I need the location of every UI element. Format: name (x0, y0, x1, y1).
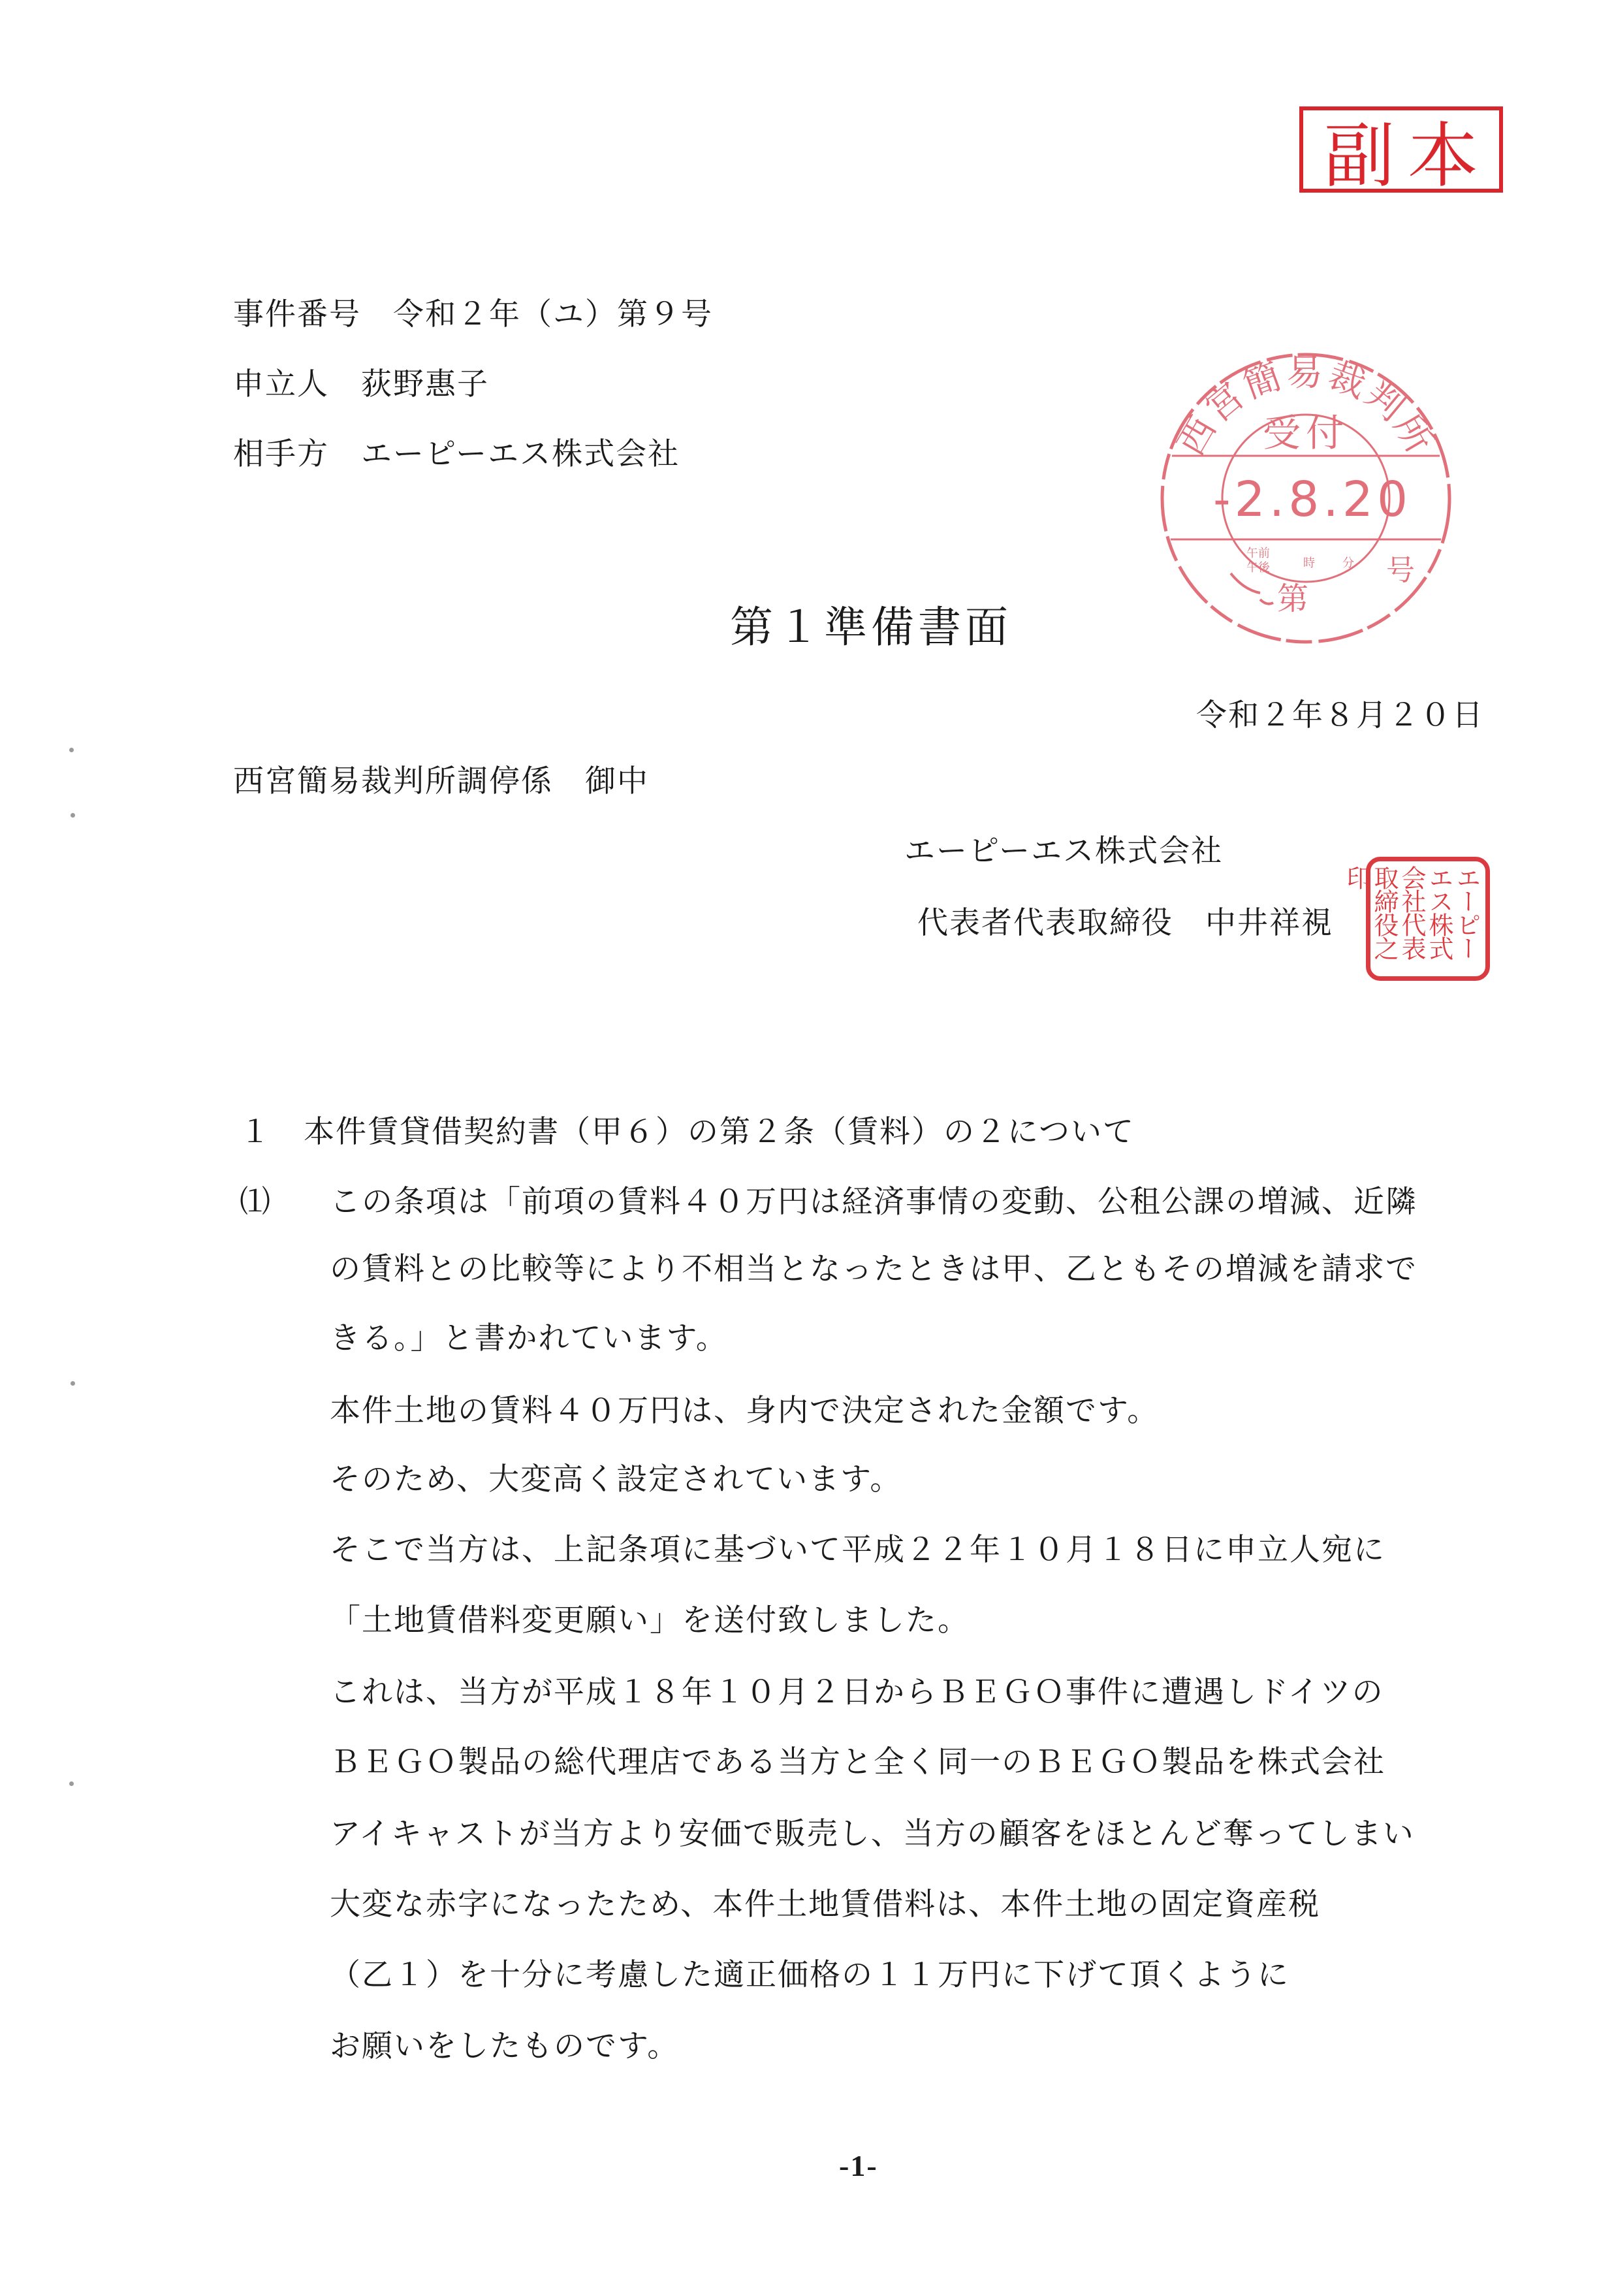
body-line: 大変な赤字になったため、本件土地賃借料は、本件土地の固定資産税 (330, 1887, 1321, 1922)
scan-speck (71, 813, 75, 818)
scan-speck (69, 748, 74, 752)
page-number: -1- (839, 2149, 878, 2182)
document-date: 令和２年８月２０日 (1196, 697, 1484, 733)
receipt-stamp-court: 西宮簡易裁判所 (1169, 352, 1442, 463)
copy-stamp-label: 副本 (1323, 115, 1491, 197)
body-line: の賃料との比較等により不相当となったときは甲、乙ともその増減を請求で (330, 1251, 1417, 1287)
body-line: （乙１）を十分に考慮した適正価格の１１万円に下げて頂くように (330, 1957, 1290, 1993)
receipt-stamp-hour: 時 (1303, 556, 1315, 570)
receipt-stamp-dai: 第 (1276, 581, 1309, 617)
body-line: 本件土地の賃料４０万円は、身内で決定された金額です。 (330, 1393, 1160, 1429)
company-seal: エーピーエス株式会社代表取締役之印 (1366, 857, 1490, 981)
receipt-stamp-go: 号 (1386, 554, 1415, 587)
body-line: そこで当方は、上記条項に基づいて平成２２年１０月１８日に申立人宛に (330, 1532, 1385, 1568)
body-line: きる。」と書かれています。 (330, 1320, 728, 1356)
case-number: 事件番号 令和２年（ユ）第９号 (233, 296, 713, 332)
receipt-stamp-date: -2.8.20 (1212, 471, 1412, 528)
receipt-stamp-minute: 分 (1342, 556, 1354, 570)
body-line: これは、当方が平成１８年１０月２日からＢＥＧＯ事件に遭遇しドイツの (330, 1674, 1384, 1710)
body-line: そのため、大変高く設定されています。 (330, 1461, 902, 1497)
body-line: ＢＥＧＯ製品の総代理店である当方と全く同一のＢＥＧＯ製品を株式会社 (330, 1744, 1385, 1780)
body-line: この条項は「前項の賃料４０万円は経済事情の変動、公租公課の増減、近隣 (330, 1184, 1417, 1220)
receipt-stamp-am: 午前 (1246, 547, 1270, 560)
scan-speck (69, 1781, 74, 1786)
receipt-stamp (1152, 345, 1459, 652)
section-heading: １ 本件賃貸借契約書（甲６）の第２条（賃料）の２について (240, 1114, 1135, 1150)
body-line: お願いをしたものです。 (330, 2028, 680, 2064)
scan-speck (71, 1381, 75, 1386)
petitioner: 申立人 荻野惠子 (233, 366, 489, 402)
respondent: 相手方 エーピーエス株式会社 (233, 436, 680, 472)
body-line: 「土地賃借料変更願い」を送付致しました。 (330, 1602, 970, 1638)
item-marker: ⑴ (240, 1184, 272, 1220)
document-title: 第１準備書面 (730, 602, 1012, 652)
receipt-stamp-label: 受付 (1262, 411, 1350, 455)
sender-representative: 代表者代表取締役 中井祥視 (917, 905, 1333, 941)
sender-company: エーピーエス株式会社 (904, 833, 1224, 869)
copy-stamp (1299, 106, 1503, 197)
body-line: アイキャストが当方より安価で販売し、当方の顧客をほとんど奪ってしまい (330, 1816, 1415, 1852)
addressee: 西宮簡易裁判所調停係 御中 (233, 763, 649, 799)
receipt-stamp-pm: 午後 (1246, 561, 1270, 575)
